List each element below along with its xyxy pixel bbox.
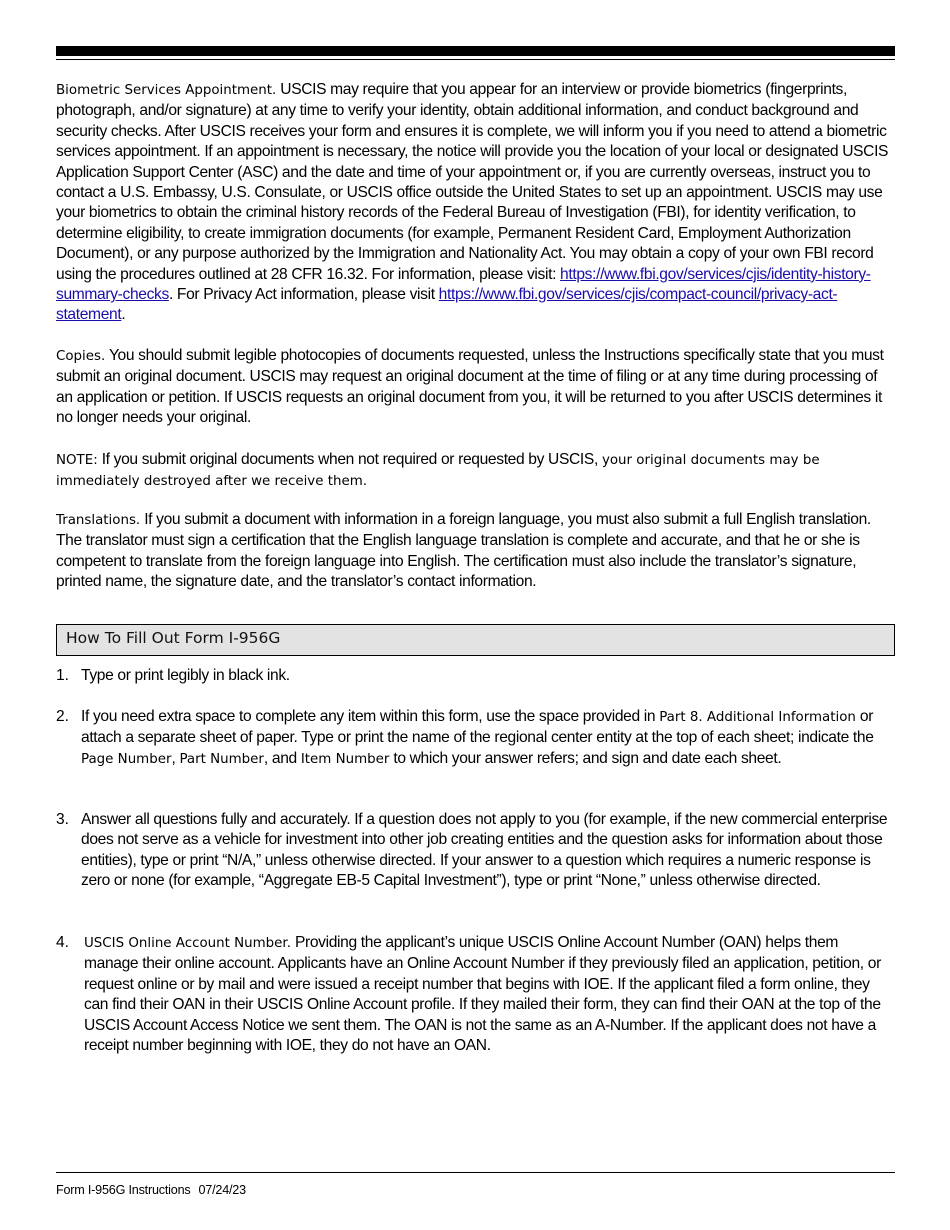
copies-lead: Copies. [56,349,106,364]
translations-text: If you submit a document with information in a foreign language, you must also submit a full English translation. The translator must sign a certification that the English language translation is complete and accurate, and that he or she is competent to translate from the foreign language into English. The certification must also include the translator’s signature, printed name, the signature date, and the translator’s contact information. [56,511,871,591]
biometric-services-lead: Biometric Services Appointment. [56,83,277,98]
item-2-comma: , [171,749,176,767]
section-header [56,624,895,656]
footer-form-name: Form I-956G Instructions [56,1183,191,1197]
oan-lead: USCIS Online Account Number. [84,936,291,951]
section-title: How To Fill Out Form I-956G [66,629,281,647]
biometric-services-text-2: . For Privacy Act information, please visit [168,286,435,304]
footer-edition-date: 07/24/23 [198,1183,246,1197]
note-lead: NOTE: [56,453,98,468]
copies-text: You should submit legible photocopies of documents requested, unless the Instructions specifically state that you must submit an original document. USCIS may request an original document at the time of filing or at any time during processing of an application or petition. If USCIS requests an original document from you, it will be returned to you after USCIS determines it no longer needs your original. [56,347,884,427]
biometric-services-text: USCIS may require that you appear for an interview or provide biometrics (fingerprints, photograph, and/or signature) at any time to verify your identity, obtain additional information, and conduct background and security checks. After USCIS receives your form and ensures it is complete, we will inform you if you need to attend a biometric services appointment. If an appointment is necessary, the notice will provide you the location of your local or designated USCIS Application Support Center (ASC) and the date and time of your appointment or, if you are currently overseas, instruct you to contact a U.S. Embassy, U.S. Consulate, or USCIS office outside the United States to set up an appointment. USCIS may use your biometrics to obtain the criminal history records of the Federal Bureau of Investigation (FBI), for identity verification, to determine eligibility, to create immigration documents (for example, Permanent Resident Card, Employment Authorization Document), or any purpose authorized by the Immigration and Nationality Act. You may obtain a copy of your own FBI record using the procedures outlined at 28 CFR 16.32. For information, please visit: [56,81,889,283]
item-number: 2. [56,708,70,725]
item-number: 3. [56,811,70,828]
header-rule-thick [56,46,895,56]
part-8-reference: Part 8. Additional Information [659,710,856,725]
item-text [81,707,895,770]
fbi-identity-history-link[interactable]: https://www.fbi.gov/services/cjis/identity-history-summary-checks [56,265,871,304]
translations-lead: Translations. [56,513,141,528]
item-text: Answer all questions fully and accurately. If a question does not apply to you (for example, if the new commercial enterprise does not serve as a vehicle for investment into other job creating entities and the question asks for information about those entities), type or print “N/A,” unless otherwise directed. If your answer to a question which requires a numeric response is zero or none (for example, “Aggregate EB-5 Capital Investment”), type or print “None,” unless otherwise directed. [81,811,888,890]
item-text: Type or print legibly in black ink. [81,667,290,684]
biometric-services-paragraph [56,80,895,326]
item-2-text-a: If you need extra space to complete any item within this form, use the space provided in [81,708,656,725]
footer-rule [56,1172,895,1173]
note-text: If you submit original documents when not required or requested by USCIS, [101,451,598,468]
item-2-text-b: or attach a separate sheet of paper. Type or print the name of the regional center entity at the top of each sheet; indicate the [81,708,874,747]
item-2-text-c: , and [263,749,297,767]
item-number-reference: Item Number [300,751,390,767]
note-emphasis: your original documents may be immediately destroyed after we receive them. [56,453,820,490]
biometric-services-text-3: . [121,306,126,324]
item-2-text-d: to which your answer refers; and sign and date each sheet. [393,749,782,767]
note-paragraph [56,450,895,493]
footer [56,1183,246,1197]
header-rule-thin [56,59,895,60]
translations-paragraph [56,510,895,593]
item-number: 1. [56,667,70,684]
part-number-reference: Part Number [179,751,264,767]
fbi-privacy-act-link[interactable]: https://www.fbi.gov/services/cjis/compact-council/privacy-act-statement [56,286,838,324]
item-text [84,933,895,1056]
page-number-reference: Page Number [81,751,172,767]
item-number: 4. [56,934,70,951]
copies-paragraph [56,346,895,429]
oan-text: Providing the applicant’s unique USCIS Online Account Number (OAN) helps them manage their online account. Applicants have an Online Account Number if they previously filed an application, petition, or request online or by mail and were issued a receipt number that begins with IOE. If the applicant filed a form online, they can find their OAN in their USCIS Online Account profile. If they mailed their form, they can find their OAN at the top of the USCIS Account Access Notice we sent them. The OAN is not the same as an A-Number. If the applicant does not have a receipt number beginning with IOE, they do not have an OAN. [84,934,881,1055]
